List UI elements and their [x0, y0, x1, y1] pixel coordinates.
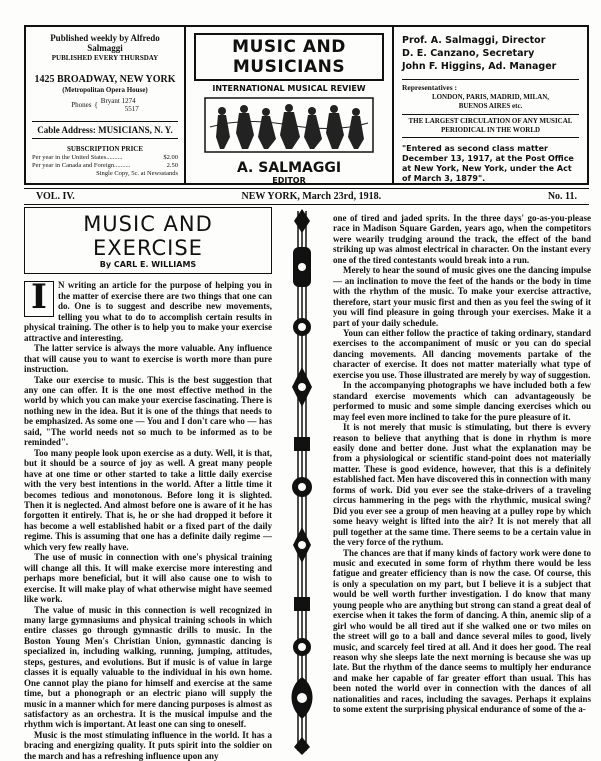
masthead-publisher-info: [26, 27, 186, 183]
article-title: MUSIC AND EXERCISE: [83, 212, 213, 260]
publisher-address: 1425 BROADWAY, NEW YORK: [34, 74, 176, 85]
phones-label: Phones: [71, 101, 92, 109]
article-paragraph: Take our exercise to music. This is the best suggestion that any one can offer. It is the one most effective method in the world by which you can make your exercise fascinating. There is nothing new in the idea. But it is one of the things that needs to be emphasized. As some one — You and I don't care who — has said, "The world needs not so much to be informed as to be reminded".: [24, 374, 272, 448]
phone-number-1: Bryant 1274: [100, 97, 136, 105]
article-paragraph: The chances are that if many kinds of factory work were done to music and executed in some form of rhythm there would be less fatigue and greater efficiency than is now the case. Of course, this is only a speculation on my part, but I believe it is a subject that would be well worth further investigation. I do know that many young people who are anything but strong can stand a great deal of exercise when it takes the form of dancing. A thin, anemic slip of a girl who would be all tired aut if she walked one or two miles on the street will go to a ball and dance several miles to good, lively music, and scarcely feel tired at all. And it does her good. The real reason why she sleeps late the next morning is because she was up late. But the rhythm of the dance seems to multiply her endurance and make her capable of far greater effort than usual. This has been noted the world over in connection with the dances of all nationalities and races, including the savages. Perhaps it explains to some extent the surprising physical endurance of some of the a-: [333, 547, 591, 715]
issue-number: No. 11.: [547, 191, 577, 202]
single-copy-price: Single Copy, 5c. at Newsstands: [96, 170, 178, 177]
staff-director: Prof. A. Salmaggi, Director: [402, 35, 546, 46]
left-column-text: [24, 277, 272, 761]
publication-tagline: INTERNATIONAL MUSICAL REVIEW: [212, 84, 366, 93]
representatives-title: Representatives :: [402, 79, 579, 93]
article-paragraph: The use of music in connection with one's physical training will change all this. It will make exercise more interesting and perhaps more beneficial, but it will also cause one to wish to exercise. It will make play of what otherwise might have seemed like work.: [24, 552, 272, 605]
staff-secretary: D. E. Canzano, Secretary: [402, 48, 535, 59]
editor-name: A. SALMAGGI: [236, 160, 342, 176]
subscription-row-us: Per year in the United States.......... $2.00: [32, 154, 178, 161]
right-column-text: [333, 213, 591, 715]
drop-cap: I: [24, 281, 54, 317]
article-column-right: [333, 213, 591, 753]
circulation-claim: THE LARGEST CIRCULATION OF ANY MUSICAL PERIODICAL IN THE WORLD: [402, 114, 579, 138]
masthead: [24, 25, 589, 185]
issue-date: NEW YORK, March 23rd, 1918.: [241, 191, 382, 202]
article-paragraph: Music is the most stimulating influence in the world. It has a bracing and energizing quality. It puts spirit into the soldier on the march and has a refreshing influence upon any: [24, 729, 272, 761]
brace-icon: {: [94, 101, 98, 109]
representatives-cities-1: LONDON, PARIS, MADRID, MILAN,: [431, 93, 550, 101]
issue-line: [24, 188, 589, 205]
article-paragraph: In the accompanying photographs we have included both a few standard exercise movements which can advantageously be performed to music and some simple dancing exercises which ou may feel even more inclined to take for the pure pleasure of it.: [333, 380, 591, 422]
article-byline: By CARL E. WILLIAMS: [99, 260, 197, 269]
article-paragraph: It is not merely that music is stimulating, but there is evvery reason to believe that anything that is done in rhythm is more easily done and better done. Just what the explanation may be from a physiological or scientific stand-point does not materially matter. These is good evidence, however, that this is a definitely established fact. Men have discovered this in connection with many forms of work. Did you ever see the stake-drivers of a traveling circus hammering in the pegs with the rhythmic, musical swing? Did you ever see a group of men heaving at a pulley rope by which some heavy weight is lifted into the air? It is not merely that all pull together at the same time. There seems to be a certain value in the very force of the rythum.: [333, 422, 591, 548]
masthead-logo-panel: [186, 27, 394, 183]
phone-number-2: 5517: [124, 105, 139, 113]
subscription-row-foreign: Per year in Canada and Foreign.......... 2.50: [32, 162, 178, 169]
staff-ad-manager: John F. Higgins, Ad. Manager: [402, 61, 557, 72]
article-paragraph: one of tired and jaded sprits. In the three days' go-as-you-please race in Madison Square Garden, years ago, when the competitors were wearily trudging around the track, the effect of the band striking up was almost electrical in character. On the instant every one of the tired contestants would break into a run.: [333, 213, 591, 265]
masthead-staff-panel: [394, 27, 587, 183]
postal-entry-notice: "Entered as second class matter December 13, 1917, at the Post Office at New York, New York, under the Act of March 3, 1879".: [402, 144, 574, 183]
column-divider-ornament-icon: [280, 207, 324, 755]
article-paragraph: Too many people look upon exercise as a duty. Well, it is that, but it should be a source of joy as well. A great many people have at one time or other started to take a little daily exercise with the very best intentions in the world. After a little time it becomes tedious and monotonous. Before long it is slighted. Then it is neglected. And almost before one is aware of it he has forgotten it entirely. That is, he or she had dropped it before it has become a well established habit or a fixed part of the daily regime. This is assuming that one has a definite daily regime — which very few really have.: [24, 447, 272, 552]
publisher-line: Published weekly by Alfredo Salmaggi: [50, 33, 160, 53]
representatives-cities-2: BUENOS AIRES etc.: [458, 102, 523, 110]
article-title-box: [24, 207, 272, 274]
article-column-left: [24, 207, 272, 761]
editor-role: EDITOR: [272, 176, 306, 185]
article-paragraph: I N writing an article for the purpose of helping you in the matter of exercise there are two things that one can do. One is to suggest and describe new movements, telling you what to do to accomplish certain results in physical training. The other is to help you to make your exercise attractive and interesting.: [24, 277, 272, 343]
article-paragraph: Merely to hear the sound of music gives one the dancing impulse — an inclination to move the feet of the hands or the body in time with the rhythm of the music. To make your exercise attractive, therefore, start your music first and then as you feel the swing of it you will find pleasure in going through your exercises. Make it a part of your daily schedule.: [333, 265, 591, 328]
publication-frequency: PUBLISHED EVERY THURSDAY: [51, 54, 159, 62]
phone-numbers: [32, 97, 178, 113]
subscription-title: SUBSCRIPTION PRICE: [66, 145, 144, 153]
dancers-illustration-icon: [204, 97, 374, 153]
article-paragraph: The value of music in this connection is well recognized in many large gymnasiums and physical training schools in which entire classes go through gymnastic drills to music. In the Boston Young Men's Christian Union, gymnastic dancing is specialized in, including walking, running, jumping, attitudes, steps, gestures, and evolutions. But if music is of value in large classes it is equally valuable to the individual in his own home. One cannot play the piano for himself and exercise at the same time, but a phonograph or an electric piano will supply the music in a manner which for mere dancing purposes is almost as satisfactory as an orchestra. It is the musical impulse and the rhythm wich is important. At least one can sing to oneself.: [24, 604, 272, 730]
article-paragraph: The latter service is always the more valuable. Any influence that will cause you to want to exercise is worth more than pure instruction.: [24, 343, 272, 375]
publication-logo: MUSIC AND MUSICIANS: [194, 33, 384, 81]
cable-address: Cable Address: MUSICIANS, N. Y.: [32, 121, 178, 139]
address-note: (Metropolitan Opera House): [62, 86, 148, 94]
volume-number: VOL. IV.: [36, 191, 75, 202]
article-paragraph: Youn can either follow the practice of taking ordinary, standard exercises to the accompaniment of music or you can do special dancing movements. All dancing movements partake of the character of exercise. It does not matter materially what type of exercise you use. Those illustrated are merely by way of suggestion.: [333, 327, 591, 380]
